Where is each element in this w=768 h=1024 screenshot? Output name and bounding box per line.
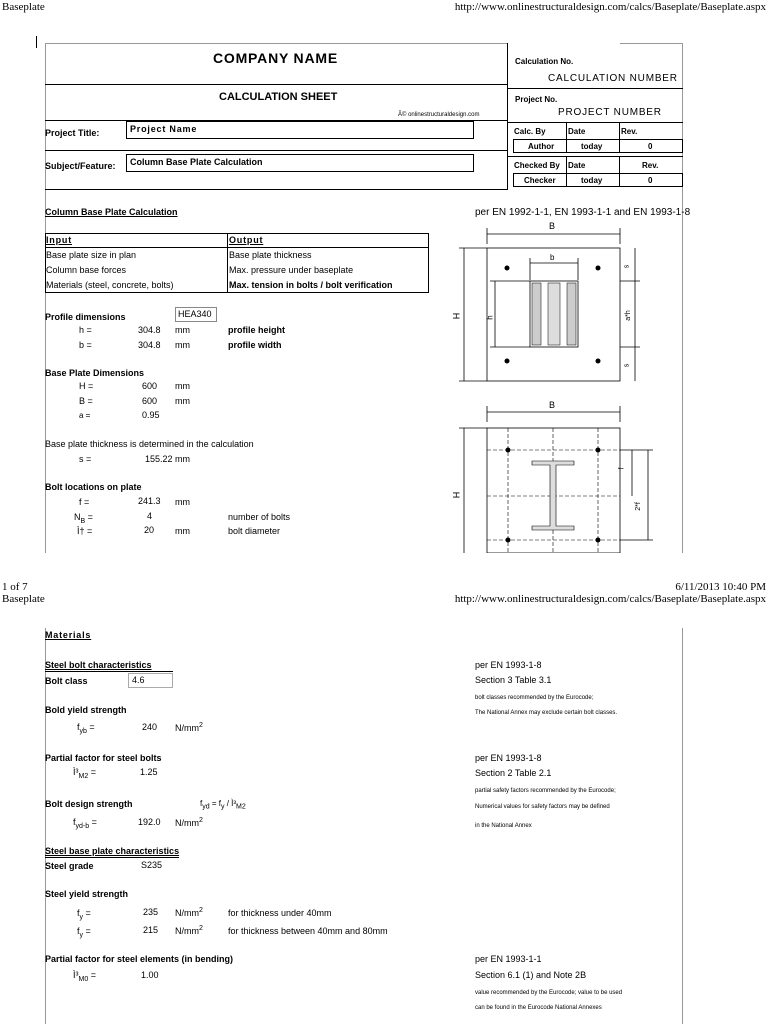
- profile-input[interactable]: HEA340: [175, 307, 217, 322]
- output-item: Base plate thickness: [229, 250, 312, 260]
- f-unit: mm: [175, 497, 190, 507]
- diagram-label: H: [451, 312, 462, 320]
- grade-label: Steel grade: [45, 861, 94, 871]
- ref-note: Numerical values for safety factors may be defined: [475, 804, 610, 810]
- s-symbol: s =: [79, 454, 92, 464]
- a-symbol: a =: [79, 411, 91, 420]
- bolt: [596, 359, 601, 364]
- input-header: Input: [46, 235, 72, 245]
- pf-label: Partial factor for steel bolts: [45, 753, 162, 763]
- ref-text: Section 6.1 (1) and Note 2B: [475, 970, 587, 980]
- B-unit: mm: [175, 396, 190, 406]
- plate-yield-label: Steel yield strength: [45, 889, 129, 899]
- bolt: [506, 448, 511, 453]
- bolt-class-input[interactable]: 4.6: [128, 673, 173, 688]
- rule: [45, 84, 507, 85]
- rule: [507, 88, 683, 89]
- checked-rev-label: Rev.: [642, 161, 659, 170]
- grade-value[interactable]: S235: [141, 860, 163, 870]
- materials-title: Materials: [45, 630, 92, 640]
- ref-note: in the National Annex: [475, 823, 532, 829]
- fy2-unit: $N/mm^2$: [175, 925, 203, 936]
- bolt: [505, 359, 510, 364]
- ref-text: Section 2 Table 2.1: [475, 768, 552, 778]
- plate-char-title: Steel base plate characteristics: [45, 846, 180, 856]
- gm0-value: 1.00: [141, 970, 159, 980]
- rule: [45, 189, 507, 190]
- fy1-symbol: $f_y$ =: [77, 908, 91, 921]
- date-label: Date: [568, 127, 586, 136]
- rule: [507, 43, 508, 190]
- H-symbol: H =: [79, 381, 94, 391]
- author-rev[interactable]: 0: [648, 142, 653, 151]
- diagram-label: f: [618, 467, 626, 470]
- ref-note: bolt classes recommended by the Eurocode;: [475, 695, 594, 701]
- diagram-label: B: [549, 400, 556, 410]
- cursor-mark: [36, 36, 37, 48]
- input-item: Column base forces: [46, 265, 127, 275]
- diagram-label: h: [485, 315, 495, 320]
- flange: [567, 283, 576, 345]
- page-number: 1 of 7: [2, 581, 28, 593]
- d-unit: mm: [175, 526, 190, 536]
- sheet-title: CALCULATION SHEET: [219, 91, 338, 103]
- H-value: 600: [142, 381, 158, 391]
- fy1-value: 235: [143, 907, 159, 917]
- b-desc: profile width: [228, 340, 282, 350]
- company-name: COMPANY NAME: [213, 50, 338, 66]
- project-no: PROJECT NUMBER: [558, 107, 662, 118]
- f-symbol: f =: [79, 497, 90, 507]
- ref-text: per EN 1993-1-8: [475, 660, 542, 670]
- sheet-right-rule: [682, 628, 683, 1024]
- diagram-label: a*h: [624, 310, 632, 321]
- design-label: Bolt design strength: [45, 799, 133, 809]
- author[interactable]: Author: [528, 142, 555, 151]
- h-value: 304.8: [138, 325, 161, 335]
- gm2-value: 1.25: [140, 767, 158, 777]
- output-header: Output: [229, 235, 264, 245]
- standards-ref: per EN 1992-1-1, EN 1993-1-1 and EN 1993-1-8: [475, 207, 691, 218]
- bolt-class-label: Bolt class: [45, 676, 88, 686]
- b-symbol: b =: [79, 340, 92, 350]
- thickness-label: Base plate thickness is determined in the calculation: [45, 439, 254, 449]
- bolt: [506, 538, 511, 543]
- ref-text: per EN 1993-1-1: [475, 954, 542, 964]
- rule: [507, 156, 683, 157]
- bolt: [596, 266, 601, 271]
- checked-by-label: Checked By: [514, 161, 560, 170]
- rev-label: Rev.: [621, 127, 638, 136]
- rule: [45, 150, 507, 151]
- flange: [532, 283, 541, 345]
- B-symbol: B =: [79, 396, 93, 406]
- diagram-label: s: [623, 363, 631, 368]
- sheet-right-rule: [682, 43, 683, 553]
- fy2-symbol: $f_y$ =: [77, 926, 91, 939]
- fydb-unit: $N/mm^2$: [175, 817, 203, 828]
- diagram-label: H: [451, 491, 462, 499]
- calc-by-label: Calc. By: [514, 127, 546, 136]
- i-section: [532, 461, 574, 530]
- fyb-symbol: $f_{yb}$ =: [77, 722, 95, 735]
- d-value: 20: [144, 525, 155, 535]
- page-url[interactable]: http://www.onlinestructuraldesign.com/calcs/Baseplate/Baseplate.aspx: [454, 593, 766, 605]
- project-no-label: Project No.: [515, 95, 558, 104]
- f-value: 241.3: [138, 496, 161, 506]
- s-value: 155.22 mm: [145, 454, 191, 464]
- web: [548, 283, 560, 345]
- checker-date[interactable]: today: [581, 176, 603, 185]
- bolt: [596, 448, 601, 453]
- author-date[interactable]: today: [581, 142, 603, 151]
- B-value: 600: [142, 396, 158, 406]
- ref-note: partial safety factors recommended by the Eurocode;: [475, 788, 616, 794]
- ref-note: can be found in the Eurocode National Annexes: [475, 1005, 602, 1011]
- d-desc: bolt diameter: [228, 526, 281, 536]
- nb-symbol: $N_B$ =: [74, 512, 93, 525]
- rule: [619, 156, 620, 187]
- output-item: Max. pressure under baseplate: [229, 265, 354, 275]
- rule: [45, 857, 179, 858]
- yield-label: Bold yield strength: [45, 705, 127, 715]
- H-unit: mm: [175, 381, 190, 391]
- copyright: Â© onlinestructuraldesign.com: [398, 112, 480, 118]
- diagram-label: s: [623, 264, 631, 269]
- subject-label: Subject/Feature:: [45, 161, 116, 171]
- checker[interactable]: Checker: [524, 176, 556, 185]
- page-url[interactable]: http://www.onlinestructuraldesign.com/calcs/Baseplate/Baseplate.aspx: [454, 1, 766, 13]
- subject-field[interactable]: Column Base Plate Calculation: [126, 154, 474, 172]
- rule: [619, 122, 620, 153]
- rule: [227, 233, 228, 293]
- b-unit: mm: [175, 340, 190, 350]
- fydb-symbol: $f_{yd-b}$ =: [73, 817, 97, 830]
- a-value: 0.95: [142, 410, 160, 420]
- section-title: Column Base Plate Calculation: [45, 207, 178, 217]
- d-symbol: Ì† =: [77, 526, 93, 536]
- rule: [566, 122, 567, 153]
- fyb-unit: $N/mm^2$: [175, 722, 203, 733]
- rule: [507, 122, 683, 123]
- fyd-formula: $f_{yd} = f_y$ / $Ì^3_{M2}$: [200, 799, 246, 811]
- gm2-symbol: $Ì^3_{M2}$ =: [73, 767, 96, 780]
- fy1-desc: for thickness under 40mm: [228, 908, 332, 918]
- checked-date-label: Date: [568, 161, 586, 170]
- rule: [45, 671, 173, 672]
- sheet-left-rule: [45, 628, 46, 1024]
- page-title: Baseplate: [2, 1, 45, 13]
- fy2-desc: for thickness between 40mm and 80mm: [228, 926, 388, 936]
- nb-desc: number of bolts: [228, 512, 291, 522]
- input-item: Materials (steel, concrete, bolts): [46, 280, 174, 290]
- calc-no: CALCULATION NUMBER: [548, 73, 678, 84]
- input-item: Base plate size in plan: [46, 250, 137, 260]
- checker-rev[interactable]: 0: [648, 176, 653, 185]
- ref-text: Section 3 Table 3.1: [475, 675, 552, 685]
- pf2-label: Partial factor for steel elements (in bending): [45, 954, 234, 964]
- ref-note: The National Annex may exclude certain bolt classes.: [475, 710, 618, 716]
- nb-value: 4: [147, 511, 153, 521]
- project-title-field[interactable]: Project Name: [126, 121, 474, 139]
- b-value: 304.8: [138, 340, 161, 350]
- bolt-char-title: Steel bolt characteristics: [45, 660, 152, 670]
- fy2-value: 215: [143, 925, 159, 935]
- header-top-right-rule: [620, 43, 682, 44]
- ref-text: per EN 1993-1-8: [475, 753, 542, 763]
- diagram-label: B: [549, 221, 556, 231]
- diagram-label: 2*f: [634, 502, 642, 511]
- bolt: [596, 538, 601, 543]
- rule: [45, 247, 429, 248]
- ref-note: value recommended by the Eurocode; value to be used: [475, 990, 623, 996]
- gm0-symbol: $Ì^3_{M0}$ =: [73, 970, 96, 983]
- bolt: [505, 266, 510, 271]
- h-unit: mm: [175, 325, 190, 335]
- fydb-value: 192.0: [138, 817, 161, 827]
- profile-label: Profile dimensions: [45, 312, 126, 322]
- h-desc: profile height: [228, 325, 285, 335]
- project-title-label: Project Title:: [45, 128, 100, 138]
- calc-no-label: Calculation No.: [515, 57, 574, 66]
- fyb-value: 240: [142, 722, 158, 732]
- rule: [566, 156, 567, 187]
- diagram-label: b: [550, 253, 555, 262]
- header-top-rule: [45, 43, 507, 44]
- output-item: Max. tension in bolts / bolt verification: [229, 280, 393, 290]
- page-title: Baseplate: [2, 593, 45, 605]
- page-datetime: 6/11/2013 10:40 PM: [675, 581, 766, 593]
- h-symbol: h =: [79, 325, 92, 335]
- bolts-label: Bolt locations on plate: [45, 482, 142, 492]
- plate-label: Base Plate Dimensions: [45, 368, 145, 378]
- fy1-unit: $N/mm^2$: [175, 907, 203, 918]
